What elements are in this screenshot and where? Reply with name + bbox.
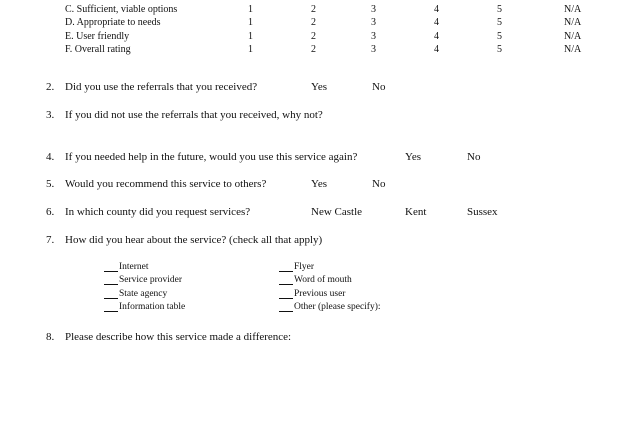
- rating-value[interactable]: 1: [248, 31, 253, 42]
- question-8-number: 8.: [46, 331, 55, 343]
- checkbox-blank[interactable]: [279, 289, 293, 299]
- question-6-number: 6.: [46, 206, 55, 218]
- question-5-number: 5.: [46, 178, 55, 190]
- rating-row-label: F. Overall rating: [65, 44, 131, 55]
- question-7-number: 7.: [46, 234, 55, 246]
- rating-value[interactable]: 2: [311, 44, 316, 55]
- rating-row-label: D. Appropriate to needs: [65, 17, 161, 28]
- rating-value[interactable]: N/A: [564, 31, 582, 42]
- checkbox-state-agency[interactable]: State agency: [104, 289, 167, 299]
- checkbox-blank[interactable]: [104, 289, 118, 299]
- rating-row-label: E. User friendly: [65, 31, 130, 42]
- rating-value[interactable]: 1: [248, 44, 253, 55]
- rating-value[interactable]: 3: [371, 44, 376, 55]
- question-4-number: 4.: [46, 151, 55, 163]
- question-8-text: Please describe how this service made a difference:: [65, 331, 292, 343]
- rating-value[interactable]: N/A: [564, 4, 582, 15]
- checkbox-blank[interactable]: [104, 275, 118, 285]
- q6-option-kent[interactable]: Kent: [405, 206, 427, 218]
- rating-value[interactable]: 2: [311, 31, 316, 42]
- q4-option-no[interactable]: No: [467, 151, 481, 163]
- checkbox-information-table[interactable]: Information table: [104, 302, 185, 312]
- checkbox-word-of-mouth[interactable]: Word of mouth: [279, 275, 352, 285]
- rating-value[interactable]: N/A: [564, 17, 582, 28]
- rating-value[interactable]: 4: [434, 4, 439, 15]
- rating-value[interactable]: 5: [497, 44, 502, 55]
- question-4-text: If you needed help in the future, would you use this service again?: [65, 151, 358, 163]
- checkbox-other[interactable]: Other (please specify):: [279, 302, 381, 312]
- q4-option-yes[interactable]: Yes: [405, 151, 422, 163]
- checkbox-previous-user[interactable]: Previous user: [279, 289, 345, 299]
- rating-value[interactable]: 4: [434, 31, 439, 42]
- rating-value[interactable]: 5: [497, 4, 502, 15]
- question-5-text: Would you recommend this service to others?: [65, 178, 267, 190]
- rating-value[interactable]: 2: [311, 4, 316, 15]
- question-7-text: How did you hear about the service? (check all that apply): [65, 234, 323, 246]
- rating-value[interactable]: 4: [434, 17, 439, 28]
- rating-value[interactable]: N/A: [564, 44, 582, 55]
- rating-value[interactable]: 5: [497, 31, 502, 42]
- q2-option-no[interactable]: No: [372, 81, 386, 93]
- rating-value[interactable]: 3: [371, 31, 376, 42]
- checkbox-blank[interactable]: [279, 275, 293, 285]
- rating-value[interactable]: 1: [248, 17, 253, 28]
- checkbox-blank[interactable]: [279, 262, 293, 272]
- checkbox-internet[interactable]: Internet: [104, 262, 149, 272]
- checkbox-blank[interactable]: [279, 302, 293, 312]
- rating-value[interactable]: 3: [371, 4, 376, 15]
- rating-value[interactable]: 3: [371, 17, 376, 28]
- question-3-number: 3.: [46, 109, 55, 121]
- rating-value[interactable]: 2: [311, 17, 316, 28]
- checkbox-flyer[interactable]: Flyer: [279, 262, 314, 272]
- q5-option-no[interactable]: No: [372, 178, 386, 190]
- question-2-number: 2.: [46, 81, 55, 93]
- question-2-text: Did you use the referrals that you received?: [65, 81, 258, 93]
- question-3-text: If you did not use the referrals that you received, why not?: [65, 109, 323, 121]
- rating-value[interactable]: 4: [434, 44, 439, 55]
- rating-value[interactable]: 5: [497, 17, 502, 28]
- q2-option-yes[interactable]: Yes: [311, 81, 328, 93]
- question-6-text: In which county did you request services?: [65, 206, 251, 218]
- clipped-next-question-edge: [0, 419, 643, 425]
- checkbox-blank[interactable]: [104, 262, 118, 272]
- checkbox-service-provider[interactable]: Service provider: [104, 275, 182, 285]
- q5-option-yes[interactable]: Yes: [311, 178, 328, 190]
- q6-option-new-castle[interactable]: New Castle: [311, 206, 363, 218]
- checkbox-blank[interactable]: [104, 302, 118, 312]
- q6-option-sussex[interactable]: Sussex: [467, 206, 498, 218]
- rating-value[interactable]: 1: [248, 4, 253, 15]
- rating-row-label: C. Sufficient, viable options: [65, 4, 178, 15]
